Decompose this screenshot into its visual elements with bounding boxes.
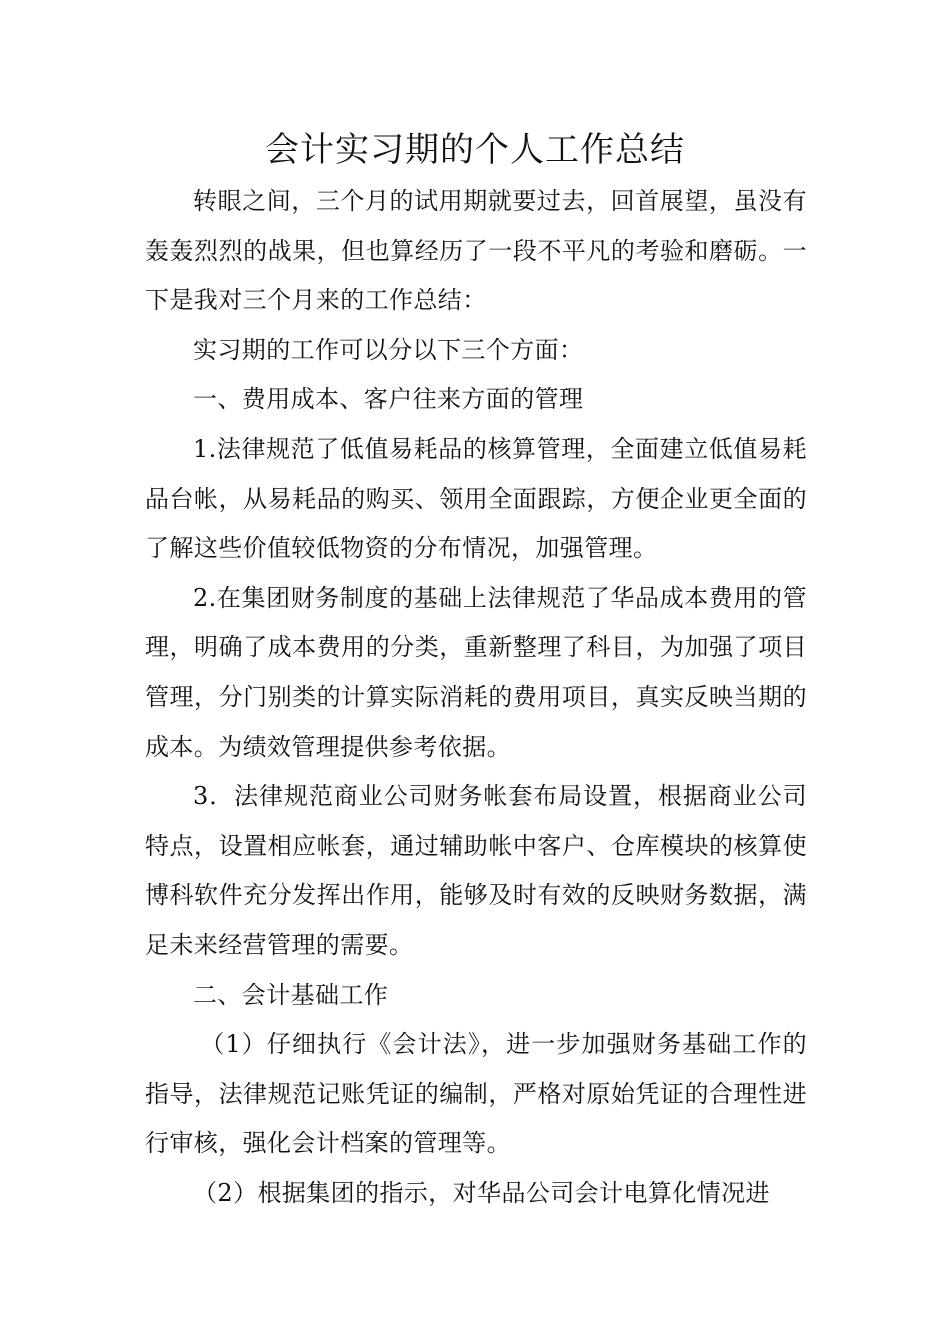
- paragraph-item-2: 2.在集团财务制度的基础上法律规范了华品成本费用的管理，明确了成本费用的分类，重新整理了科目，为加强了项目管理，分门别类的计算实际消耗的费用项目，真实反映当期的成本。为绩效管理提供参考依据。: [145, 583, 807, 761]
- paragraph-item-3: 3．法律规范商业公司财务帐套布局设置，根据商业公司特点，设置相应帐套，通过辅助帐中客户、仓库模块的核算使博科软件充分发挥出作用，能够及时有效的反映财务数据，满足未来经营管理的需要。: [145, 782, 807, 959]
- paragraph-overview: 实习期的工作可以分以下三个方面：: [193, 335, 584, 364]
- paragraph-subitem-1: （1）仔细执行《会计法》，进一步加强财务基础工作的指导，法律规范记账凭证的编制，严格对原始凭证的合理性进行审核，强化会计档案的管理等。: [145, 1030, 807, 1158]
- paragraph-subitem-2: （2）根据集团的指示，对华品公司会计电算化情况进: [193, 1178, 770, 1207]
- document-body: [145, 177, 807, 1218]
- document-title: 会计实习期的个人工作总结: [265, 130, 685, 170]
- section-heading-1: 一、费用成本、客户往来方面的管理: [193, 385, 584, 414]
- paragraph-item-1: 1.法律规范了低值易耗品的核算管理，全面建立低值易耗品台帐，从易耗品的购买、领用全面跟踪，方便企业更全面的了解这些价值较低物资的分布情况，加强管理。: [145, 434, 807, 563]
- section-heading-2: 二、会计基础工作: [193, 980, 389, 1009]
- paragraph-intro: 转眼之间，三个月的试用期就要过去，回首展望，虽没有轰轰烈烈的战果，但也算经历了一段不平凡的考验和磨砺。一下是我对三个月来的工作总结：: [145, 187, 807, 315]
